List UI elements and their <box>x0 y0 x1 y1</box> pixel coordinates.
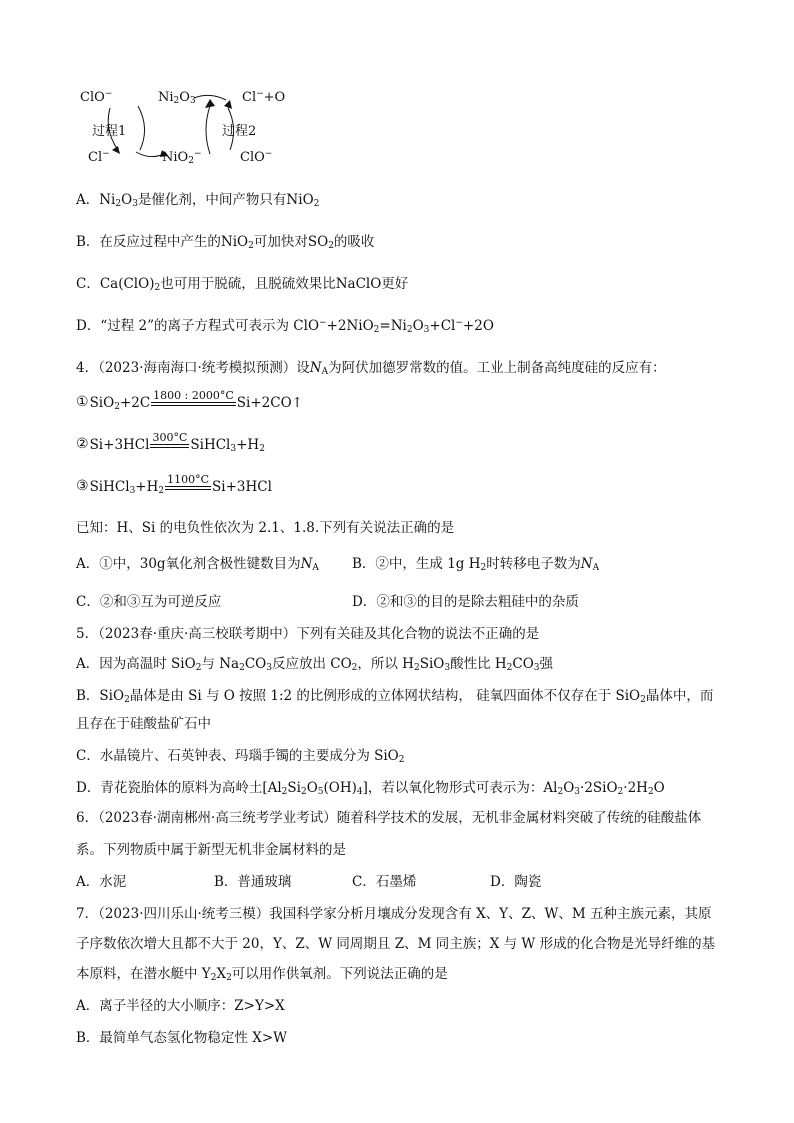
process1-bottom-arc <box>136 152 164 157</box>
clo-bottom-right-label: ClO− <box>240 149 273 165</box>
q4-equation-3: $③SiHCl_3+H_2$ 1100°C Si+3HCl <box>76 473 272 496</box>
q7-option-b[interactable]: B．最简单气态氢化物稳定性 X>W <box>76 1030 288 1046</box>
process2-right-arrowhead <box>224 100 232 109</box>
eq3-condition: 1100°C <box>165 474 211 495</box>
catalytic-cycle-diagram <box>70 84 300 174</box>
process2-left-arc <box>206 106 210 154</box>
q4-stem: 4．（2023·海南海口·统考模拟预测）设$N_A$为阿伏加德罗常数的值。工业上制备高纯度硅的反应有： <box>76 360 666 377</box>
eq1-condition: 1800 : 2000°C <box>151 390 236 411</box>
q5-option-a[interactable]: A．因为高温时 SiO$_2$与 $Na_2CO_3$反应放出 $CO_2$，所以 $H_2SiO_3$酸性比 $H_2CO_3$强 <box>76 656 554 673</box>
q5-option-b[interactable]: B．SiO$_2$晶体是由 Si 与 O 按照 1:2 的比例形成的立体网状结构， 硅氧四面体不仅存在于 SiO$_2$晶体中，而 <box>76 688 714 705</box>
cl-bottom-left-label: Cl− <box>88 149 110 165</box>
q4-option-d[interactable]: D．②和③的目的是除去粗硅中的杂质 <box>352 594 579 610</box>
q6-option-d[interactable]: D．陶瓷 <box>490 874 542 890</box>
q3-option-d[interactable]: D．“过程 2”的离子方程式可表示为 $ClO^-+2NiO_2=Ni_2O_3+Cl^-+2O$ <box>76 318 494 335</box>
q6-stem-line1: 6．（2023春·湖南郴州·高三统考学业考试）随着科学技术的发展，无机非金属材料突破了传统的硅酸盐体 <box>76 810 702 826</box>
q7-option-a[interactable]: A．离子半径的大小顺序：Z>Y>X <box>76 998 285 1014</box>
q4-equation-2: ②Si+3HCl 300°C $SiHCl_3+H_2$ <box>76 431 265 454</box>
q3-option-b[interactable]: B．在反应过程中产生的NiO$_2$可加快对$SO_2$的吸收 <box>76 234 375 251</box>
q4-option-a[interactable]: A．①中，30g氧化剂含极性键数目为$N_A$ <box>76 556 319 573</box>
q6-option-c[interactable]: C．石墨烯 <box>352 874 417 890</box>
q4-equation-1: ①SiO$_2$+2C 1800 : 2000°C Si+2CO↑ <box>76 389 303 412</box>
q7-stem-line1: 7．（2023·四川乐山·统考三模）我国科学家分析月壤成分发现含有 X、Y、Z、W、M 五种主族元素，其原 <box>76 906 712 922</box>
q6-option-a[interactable]: A．水泥 <box>76 874 127 890</box>
q4-known: 已知：H、Si 的电负性依次为 2.1、1.8.下列有关说法正确的是 <box>76 520 455 536</box>
q5-option-b-line2: 且存在于硅酸盐矿石中 <box>76 716 211 732</box>
q4-option-c[interactable]: C．②和③互为可逆反应 <box>76 594 222 610</box>
q5-option-c[interactable]: C．水晶镜片、石英钟表、玛瑙手镯的主要成分为 SiO$_2$ <box>76 748 405 765</box>
nio2-label: NiO$_2$− <box>162 149 202 166</box>
q3-option-c[interactable]: C．$Ca(ClO)_2$也可用于脱硫，且脱硫效果比NaClO更好 <box>76 276 409 293</box>
q5-stem: 5．（2023春·重庆·高三校联考期中）下列有关硅及其化合物的说法不正确的是 <box>76 626 540 642</box>
process1-right-arc <box>138 106 145 150</box>
q7-stem-line2: 子序数依次增大且都不大于 20，Y、Z、W 同周期且 Z、M 同主族；X 与 W 形成的化合物是光导纤维的基 <box>76 936 716 952</box>
clo-top-left-label: ClO− <box>80 89 113 105</box>
process2-label: 过程2 <box>222 124 257 139</box>
q6-stem-line2: 系。下列物质中属于新型无机非金属材料的是 <box>76 842 346 858</box>
process1-label: 过程1 <box>92 124 127 139</box>
process2-top-arrowhead <box>205 99 215 108</box>
q5-option-d[interactable]: D．青花瓷胎体的原料为高岭土$[Al_2Si_2O_5(OH)_4]$，若以氧化物形式可表示为：$Al_2O_3\cdot 2SiO_2\cdot 2H_2O$ <box>76 780 665 797</box>
ni2o3-label: $Ni_2O_3$ <box>158 90 196 106</box>
cl-plus-o-label: Cl−+O <box>242 89 286 105</box>
q7-stem-line3: 本原料，在潜水艇中 $Y_2X_2$可以用作供氧剂。下列说法正确的是 <box>76 966 448 983</box>
q6-option-b[interactable]: B．普通玻璃 <box>214 874 292 890</box>
q3-option-a[interactable]: A．$Ni_2O_3$是催化剂，中间产物只有NiO$_2$ <box>76 192 320 209</box>
q4-option-b[interactable]: B．②中，生成 1g $H_2$时转移电子数为$N_A$ <box>352 556 600 573</box>
eq2-condition: 300°C <box>150 432 189 453</box>
